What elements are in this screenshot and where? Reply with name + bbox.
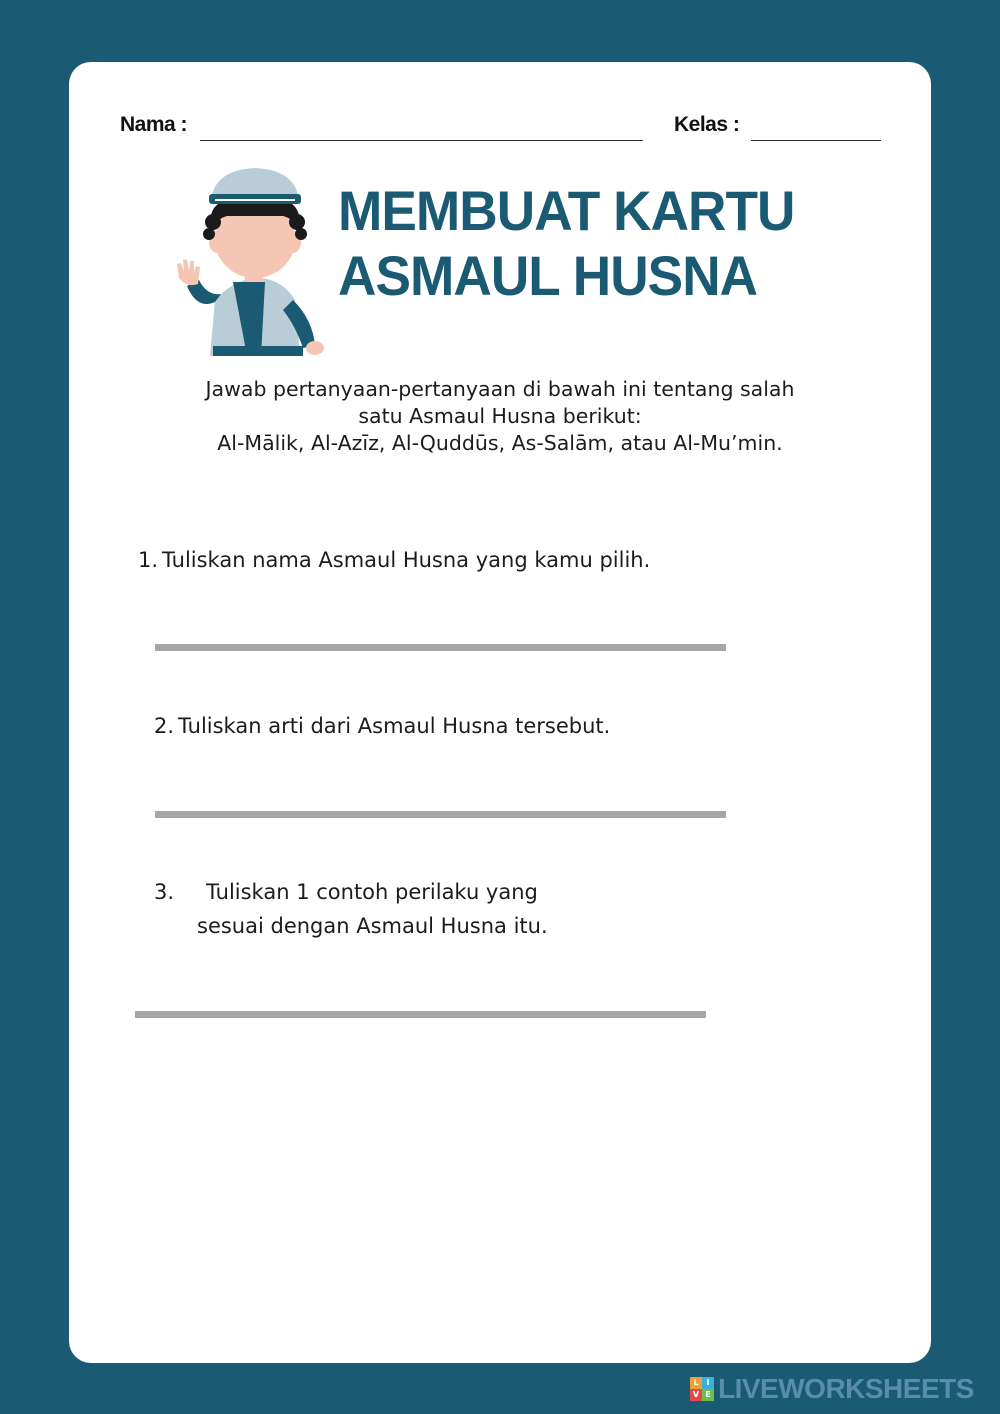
answer-line-2[interactable] bbox=[155, 811, 726, 818]
waving-boy-icon bbox=[165, 160, 330, 360]
logo-letter-e: E bbox=[702, 1389, 714, 1401]
question-2-number: 2. bbox=[154, 714, 175, 738]
instructions-line-2: satu Asmaul Husna berikut: bbox=[358, 404, 642, 428]
instructions-line-3: Al-Mālik, Al-Azīz, Al-Quddūs, As-Salām, atau Al-Mu’min. bbox=[217, 431, 783, 455]
liveworksheets-logo-icon bbox=[690, 1377, 714, 1401]
question-1-number: 1. bbox=[138, 548, 159, 572]
name-field-line[interactable] bbox=[200, 140, 643, 141]
liveworksheets-brand: LIVEWORKSHEETS bbox=[718, 1373, 974, 1404]
answer-line-1[interactable] bbox=[155, 644, 726, 651]
question-1-text: Tuliskan nama Asmaul Husna yang kamu pilih. bbox=[162, 548, 651, 572]
name-label: Nama : bbox=[120, 113, 188, 136]
logo-letter-i: I bbox=[702, 1377, 714, 1389]
class-field-line[interactable] bbox=[751, 140, 881, 141]
liveworksheets-logo bbox=[690, 1374, 974, 1404]
logo-letter-v: V bbox=[690, 1389, 702, 1401]
instructions bbox=[100, 376, 900, 457]
title-line-2: ASMAUL HUSNA bbox=[338, 244, 758, 307]
class-label: Kelas : bbox=[674, 113, 740, 136]
question-3-text-line-2: sesuai dengan Asmaul Husna itu. bbox=[197, 914, 548, 938]
title-line-1: MEMBUAT KARTU bbox=[338, 179, 795, 242]
instructions-line-1: Jawab pertanyaan-pertanyaan di bawah ini tentang salah bbox=[205, 377, 795, 401]
answer-line-3[interactable] bbox=[135, 1011, 706, 1018]
question-3-text: Tuliskan 1 contoh perilaku yang bbox=[206, 880, 538, 904]
question-3-number: 3. bbox=[154, 880, 175, 904]
question-2-text: Tuliskan arti dari Asmaul Husna tersebut. bbox=[178, 714, 611, 738]
logo-letter-l: L bbox=[690, 1377, 702, 1389]
